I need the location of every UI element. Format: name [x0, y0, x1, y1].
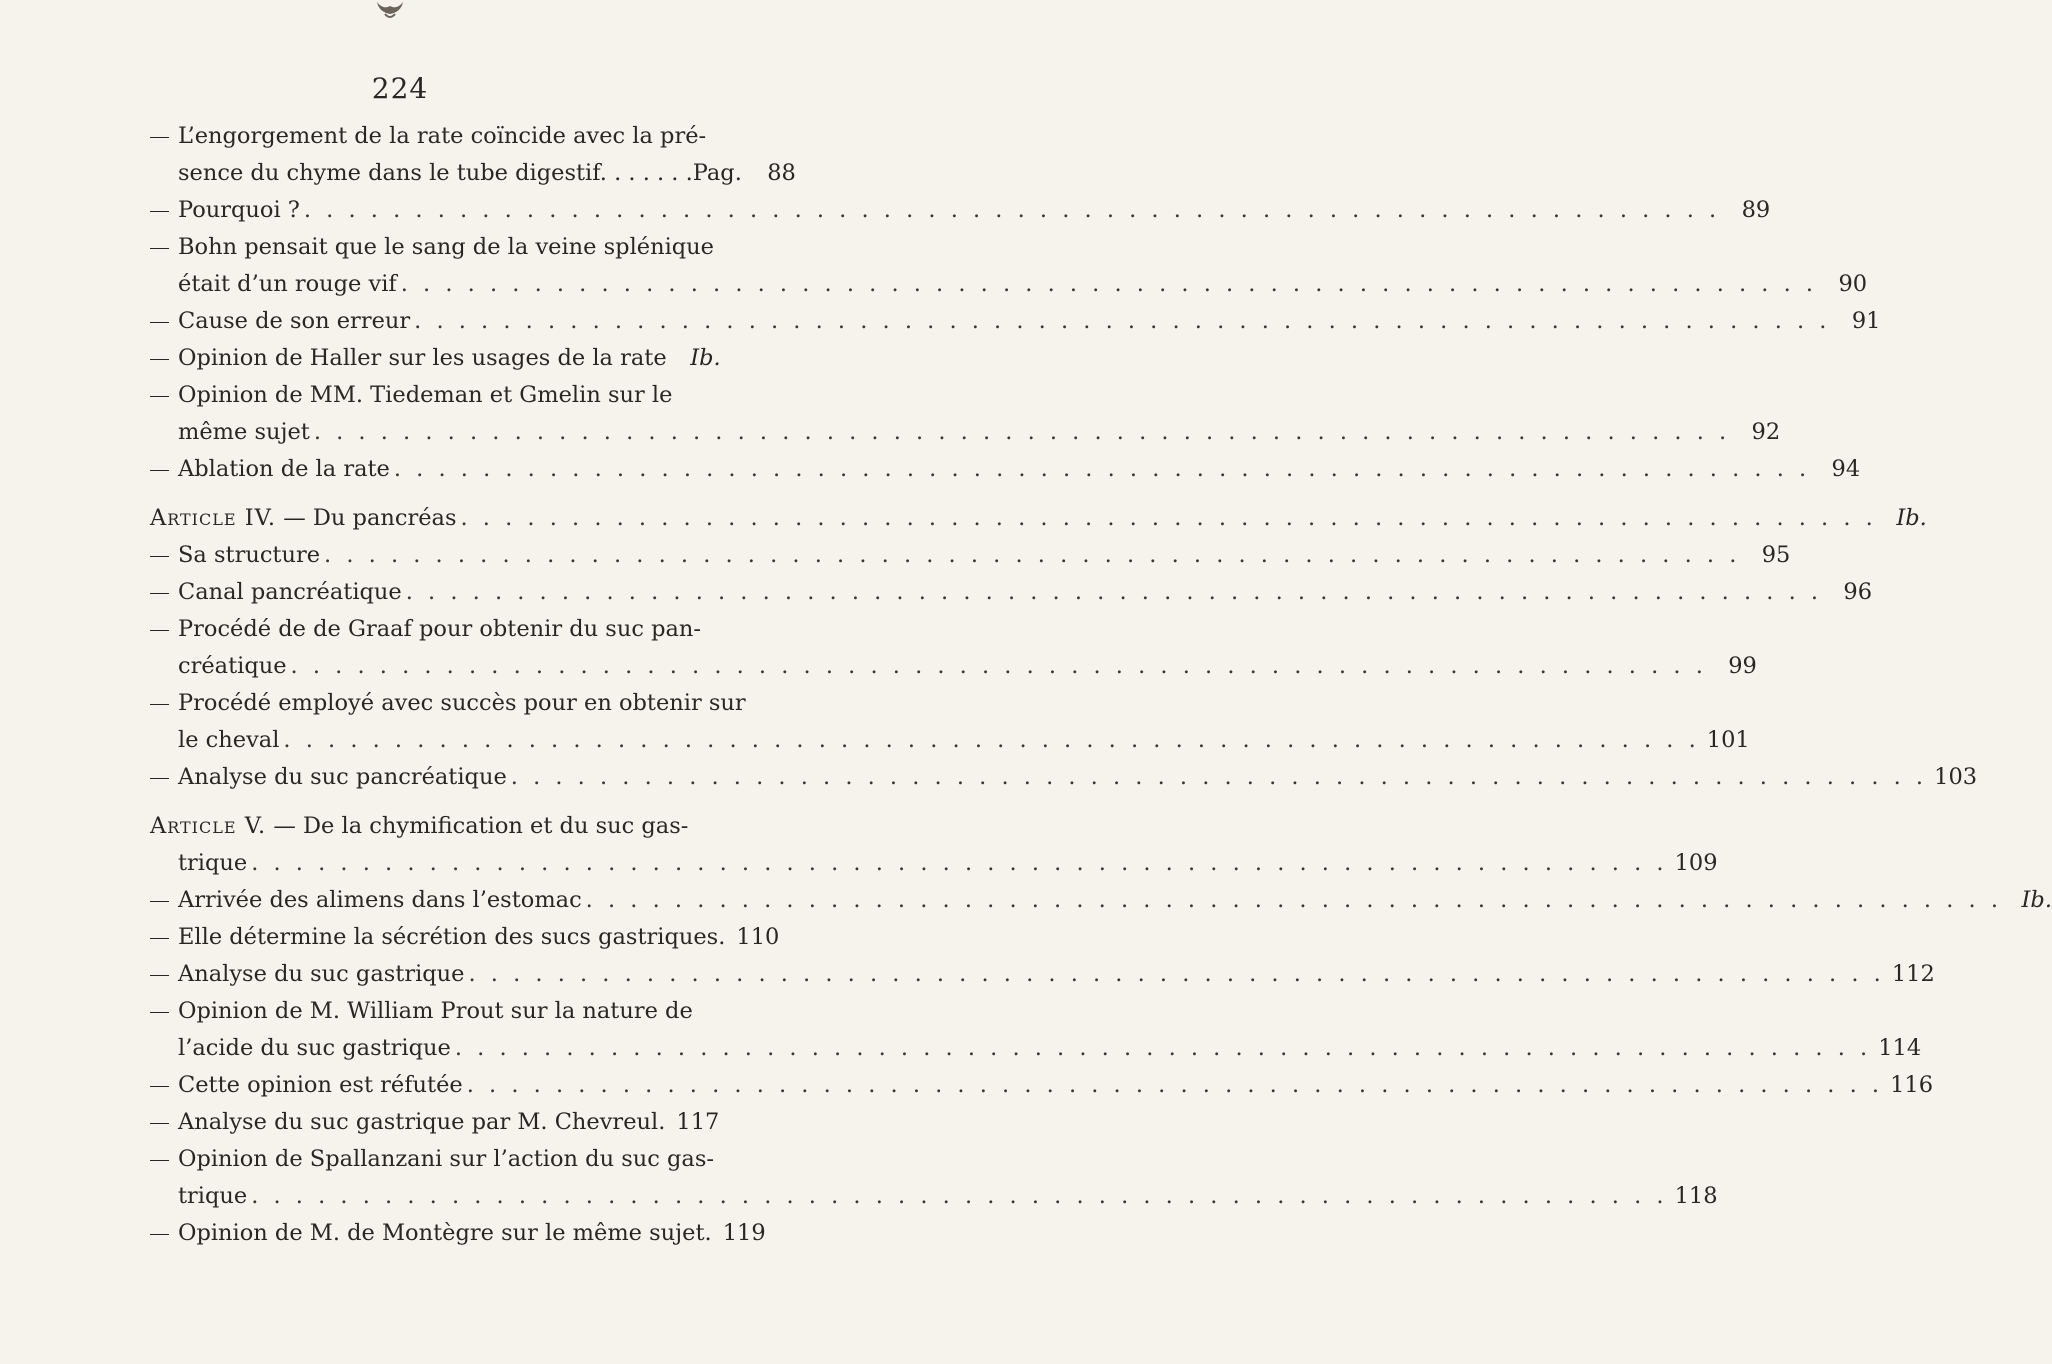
toc-entry	[150, 1067, 1934, 1104]
toc-line	[150, 1215, 766, 1252]
dot-leader: . . . . . . . . . . . . . . . . . . . . . . . . . . . . . . . . . . . . . . . . . . . . . . . . . . . . . . . . . . . . . . . .	[454, 1035, 1872, 1061]
toc-entry-title: — De la chymification et du suc gas-	[273, 813, 689, 839]
dot-leader: . . . . . . . . . . . . . . . . . . . . . . . . . . . . . . . . . . . . . . . . . . . . . . . . . . . . . . . . . . . . . . . .	[313, 419, 1731, 445]
toc-entry	[150, 1215, 766, 1252]
toc-heading	[150, 500, 1927, 537]
toc-entry-text	[178, 1104, 665, 1141]
toc-entry-text	[178, 266, 397, 303]
dot-leader: . . . . . . . . . . . . . . . . . . . . . . . . . . . . . . . . . . . . . . . . . . . . . . . . . . . . . . . . . . . . . . . .	[585, 887, 2002, 913]
toc-entry-text	[178, 998, 693, 1024]
toc-page-number: 118	[1674, 1183, 1718, 1209]
toc-entry	[150, 1141, 1718, 1215]
toc-entry	[150, 685, 1750, 759]
toc-entry-text	[178, 882, 582, 919]
toc-entry-title: créatique	[178, 653, 287, 679]
toc-entry-text	[178, 1146, 714, 1172]
toc-line	[150, 993, 693, 1030]
toc-entry-title: Procédé de de Graaf pour obtenir du suc pan-	[178, 616, 702, 642]
dot-leader: . . . . . . . . . . . . . . . . . . . . . . . . . . . . . . . . . . . . . . . . . . . . . . . . . . . . . . . . . . . . . . . .	[460, 505, 1877, 531]
toc-page-number: 91	[1851, 308, 1881, 334]
toc-page-number: 90	[1838, 271, 1868, 297]
toc-line	[150, 537, 1791, 574]
toc-entry-text	[178, 1067, 463, 1104]
toc-line	[150, 956, 1935, 993]
toc-line	[150, 192, 1771, 229]
toc-entry-text	[178, 451, 390, 488]
toc-entry-title: Ablation de la rate	[178, 456, 390, 482]
toc-line	[150, 118, 707, 155]
toc-entry-title: Opinion de MM. Tiedeman et Gmelin sur le	[178, 382, 673, 408]
dot-leader: . . . . . . . . . . . . . . . . . . . . . . . . . . . . . . . . . . . . . . . . . . . . . . . . . . . . . . . . . . . . . . . .	[393, 456, 1811, 482]
toc-entry	[150, 919, 780, 956]
toc-entry-text	[178, 845, 247, 882]
toc-entry-title: Procédé employé avec succès pour en obtenir sur	[178, 690, 746, 716]
toc-entry	[150, 229, 1868, 303]
toc-entry-text	[178, 123, 706, 149]
toc-entry-text	[178, 1030, 451, 1067]
toc-entry-text	[178, 574, 402, 611]
toc-line	[150, 759, 1978, 796]
toc-entry-text	[150, 813, 688, 839]
toc-entry-text	[150, 500, 457, 537]
toc-page-number: 109	[1674, 850, 1718, 876]
toc-line	[150, 340, 721, 377]
toc-page-number: 92	[1751, 419, 1781, 445]
toc-page-number: 88	[767, 160, 796, 186]
toc-page-number: 114	[1878, 1035, 1922, 1061]
toc-entry-title: était d’un rouge vif	[178, 271, 397, 297]
dot-leader: . . . . . . . . . . . . . . . . . . . . . . . . . . . . . . . . . . . . . . . . . . . . . . . . . . . . . . . . . . . . . . . .	[400, 271, 1818, 297]
toc-entry	[150, 192, 1771, 229]
toc-page-number: 116	[1890, 1072, 1934, 1098]
toc-line	[150, 1178, 1718, 1215]
toc-page-number: 89	[1741, 197, 1771, 223]
toc-entry-text	[178, 234, 714, 260]
toc-entry-text	[178, 414, 310, 451]
toc-page-number: 117	[676, 1109, 720, 1135]
toc-page-number: 103	[1934, 764, 1978, 790]
toc-line	[150, 611, 702, 648]
section-gap	[150, 796, 690, 808]
toc-entry-title: l’acide du suc gastrique	[178, 1035, 451, 1061]
toc-entry	[150, 537, 1791, 574]
toc-entry-text	[178, 1178, 247, 1215]
dot-leader: . . . . . . . . . . . . . . . . . . . . . . . . . . . . . . . . . . . . . . . . . . . . . . . . . . . . . . . . . . . . . . . .	[510, 764, 1928, 790]
toc-entry-title: trique	[178, 1183, 248, 1209]
toc-entry-text	[178, 340, 667, 377]
toc-entry-title: L’engorgement de la rate coïncide avec la pré-	[178, 123, 707, 149]
toc-entry-text	[178, 956, 464, 993]
toc-entry-title: Elle détermine la sécrétion des sucs gastriques.	[178, 924, 726, 950]
dot-leader: . . . . . . . . . . . . . . . . . . . . . . . . . . . . . . . . . . . . . . . . . . . . . . . . . . . . . . . . . . . . . . . .	[251, 850, 1668, 876]
toc-line	[150, 1141, 714, 1178]
toc-line	[150, 1104, 720, 1141]
toc-entry-text	[178, 537, 320, 574]
toc-entry-title: sence du chyme dans le tube digestif. . . . . . .Pag.	[178, 160, 742, 186]
toc-entry-title: Pourquoi ?	[178, 197, 300, 223]
toc-entry-title: — Du pancréas	[283, 505, 457, 531]
toc-page-number: 112	[1891, 961, 1935, 987]
toc-entry-title: Bohn pensait que le sang de la veine splénique	[178, 234, 714, 260]
toc-entry-title: même sujet	[178, 419, 310, 445]
table-of-contents	[150, 118, 2052, 1252]
toc-entry-text	[178, 616, 701, 642]
toc-entry	[150, 759, 1978, 796]
toc-entry-title: le cheval	[178, 727, 280, 753]
toc-entry-text	[178, 690, 746, 716]
ornament-icon	[373, 0, 407, 20]
toc-entry	[150, 340, 721, 377]
article-label: Article V.	[150, 813, 267, 839]
dot-leader: . . . . . . . . . . . . . . . . . . . . . . . . . . . . . . . . . . . . . . . . . . . . . . . . . . . . . . . . . . . . . . . .	[290, 653, 1707, 679]
dot-leader: . . . . . . . . . . . . . . . . . . . . . . . . . . . . . . . . . . . . . . . . . . . . . . . . . . . . . . . . . . . . . . . .	[466, 1072, 1884, 1098]
toc-page-number: Ib.	[690, 345, 721, 371]
toc-line	[150, 303, 1881, 340]
toc-line	[150, 685, 746, 722]
toc-entry	[150, 377, 1781, 451]
toc-page-number: 94	[1831, 456, 1861, 482]
toc-page-number: 95	[1761, 542, 1791, 568]
toc-page-number: Ib.	[1896, 505, 1927, 531]
dot-leader: . . . . . . . . . . . . . . . . . . . . . . . . . . . . . . . . . . . . . . . . . . . . . . . . . . . . . . . . . . . . . . . .	[414, 308, 1831, 334]
toc-entry-text	[178, 1215, 712, 1252]
toc-line	[150, 882, 2052, 919]
toc-page-number: 96	[1843, 579, 1873, 605]
toc-entry-title: Opinion de M. William Prout sur la nature de	[178, 998, 693, 1024]
toc-entry	[150, 882, 2052, 919]
dot-leader: . . . . . . . . . . . . . . . . . . . . . . . . . . . . . . . . . . . . . . . . . . . . . . . . . . . . . . . . . . . . . . . .	[405, 579, 1823, 605]
toc-entry-title: Opinion de Spallanzani sur l’action du suc gas-	[178, 1146, 714, 1172]
toc-entry-text	[178, 648, 287, 685]
dot-leader: . . . . . . . . . . . . . . . . . . . . . . . . . . . . . . . . . . . . . . . . . . . . . . . . . . . . . . . . . . . . . . . .	[468, 961, 1885, 987]
toc-line	[150, 229, 714, 266]
toc-line	[150, 1030, 1922, 1067]
toc-line	[150, 266, 1868, 303]
toc-page-number: 110	[736, 924, 780, 950]
toc-line	[150, 845, 1718, 882]
toc-entry-title: trique	[178, 850, 248, 876]
toc-entry-title: Opinion de M. de Montègre sur le même sujet.	[178, 1220, 712, 1246]
toc-entry-text	[178, 303, 410, 340]
toc-entry-title: Arrivée des alimens dans l’estomac	[178, 887, 582, 913]
toc-line	[150, 377, 690, 414]
toc-page-number: 99	[1728, 653, 1757, 679]
toc-entry-text	[178, 759, 507, 796]
toc-line	[150, 155, 796, 192]
toc-entry	[150, 993, 1922, 1067]
toc-entry-title: Canal pancréatique	[178, 579, 402, 605]
toc-entry-title: Sa structure	[178, 542, 321, 568]
toc-line	[150, 1067, 1934, 1104]
toc-entry	[150, 451, 1861, 488]
dot-leader: . . . . . . . . . . . . . . . . . . . . . . . . . . . . . . . . . . . . . . . . . . . . . . . . . . . . . . . . . . . . . . . .	[251, 1183, 1668, 1209]
section-gap	[150, 488, 690, 500]
toc-line	[150, 648, 1757, 685]
article-label: Article IV.	[150, 505, 277, 531]
toc-entry	[150, 303, 1881, 340]
toc-entry-title: Analyse du suc gastrique	[178, 961, 465, 987]
toc-entry	[150, 118, 796, 192]
toc-entry-title: Cette opinion est réfutée	[178, 1072, 463, 1098]
toc-entry	[150, 1104, 720, 1141]
toc-entry-text	[178, 155, 742, 192]
toc-line	[150, 574, 1873, 611]
toc-line	[150, 500, 1927, 537]
toc-entry-title: Opinion de Haller sur les usages de la rate	[178, 345, 667, 371]
toc-entry-text	[178, 382, 672, 408]
toc-entry-title: Analyse du suc pancréatique	[178, 764, 507, 790]
toc-entry-title: Cause de son erreur	[178, 308, 411, 334]
toc-heading	[150, 808, 1718, 882]
toc-line	[150, 451, 1861, 488]
toc-entry-title: Analyse du suc gastrique par M. Chevreul.	[178, 1109, 666, 1135]
toc-entry-text	[178, 722, 279, 759]
toc-page-number: 119	[722, 1220, 766, 1246]
dot-leader: . . . . . . . . . . . . . . . . . . . . . . . . . . . . . . . . . . . . . . . . . . . . . . . . . . . . . . . . . . . . . . . .	[324, 542, 1741, 568]
toc-entry-text	[178, 192, 300, 229]
toc-entry	[150, 574, 1873, 611]
toc-line	[150, 808, 690, 845]
dot-leader: . . . . . . . . . . . . . . . . . . . . . . . . . . . . . . . . . . . . . . . . . . . . . . . . . . . . . . . . . . . . . . . .	[303, 197, 1721, 223]
page-number: 224	[371, 72, 429, 105]
toc-entry	[150, 956, 1935, 993]
toc-entry	[150, 611, 1757, 685]
toc-page-number: Ib.	[2021, 887, 2052, 913]
toc-line	[150, 722, 1750, 759]
toc-page-number: 101	[1706, 727, 1750, 753]
toc-line	[150, 919, 780, 956]
dot-leader: . . . . . . . . . . . . . . . . . . . . . . . . . . . . . . . . . . . . . . . . . . . . . . . . . . . . . . . . . . . . . . . .	[283, 727, 1700, 753]
toc-line	[150, 414, 1781, 451]
toc-entry-text	[178, 919, 725, 956]
